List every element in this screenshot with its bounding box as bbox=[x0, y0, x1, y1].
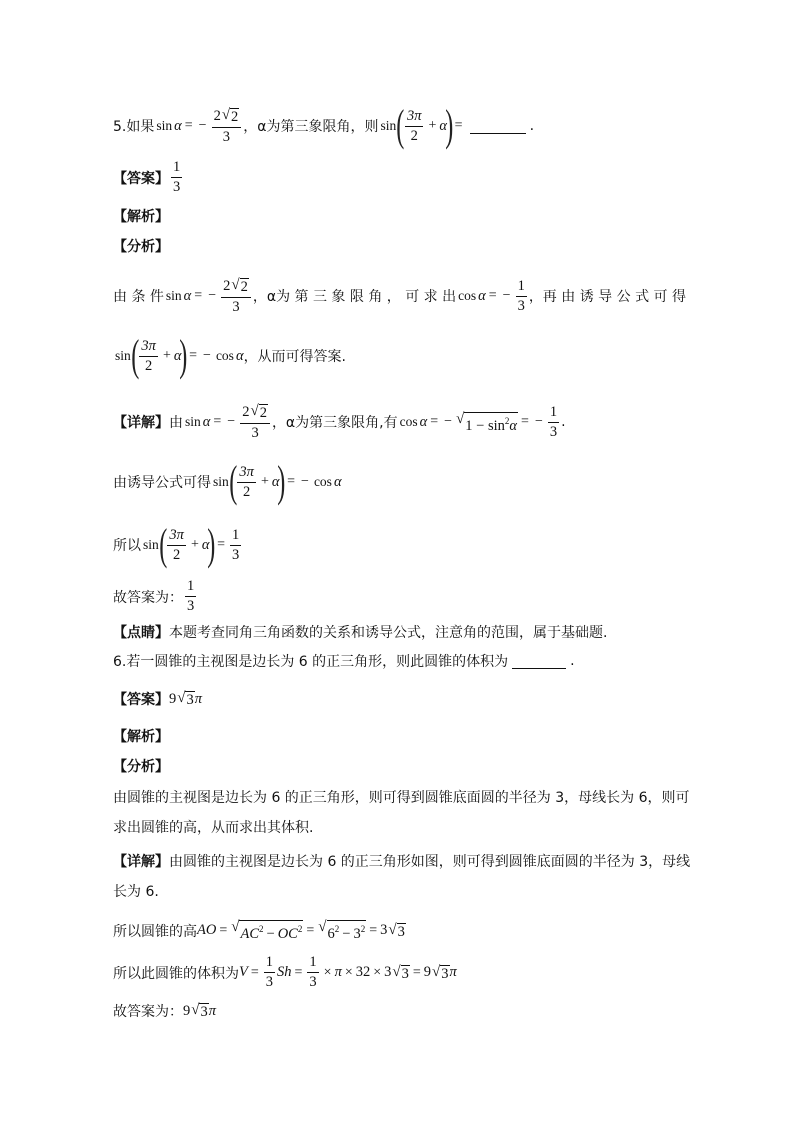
num-3: 3 bbox=[380, 922, 388, 938]
den-3: 3 bbox=[232, 546, 240, 563]
q5-final bbox=[113, 578, 198, 615]
q5-youdao: 由诱导公式可得 sin ( $\frac{3\pi}{2}$ + α ) = − cos α bbox=[113, 457, 342, 506]
detail-label: 【详解】 bbox=[113, 854, 169, 870]
answer-label: 【答案】 bbox=[113, 170, 169, 187]
analysis-condition: ，α为 第 三 象 限 角 ， 可 求 出 bbox=[252, 289, 457, 305]
q6-analysis-line1 bbox=[113, 787, 690, 807]
q5-analysis-line2: sin ( $\frac{3\pi}{2}$ + α ) = − cos α ，从而可得答案. bbox=[115, 331, 347, 380]
op-plus: + bbox=[260, 474, 269, 489]
op-times: × bbox=[373, 964, 382, 980]
op-times: × bbox=[323, 964, 332, 980]
q5-dianjing bbox=[113, 622, 607, 642]
q6-question: 6.若一圆锥的主视图是边长为 6 的正三角形，则此圆锥的体积为 bbox=[113, 654, 509, 670]
frac-2sqrt2-over-3: 2 √ 2 3 bbox=[212, 106, 242, 146]
num-1: 1 bbox=[230, 527, 241, 546]
num-9: 9 bbox=[183, 1002, 191, 1019]
answer-blank bbox=[512, 654, 566, 669]
q5-jiexi bbox=[113, 206, 169, 226]
num-3pi: 3π bbox=[237, 464, 256, 483]
fn-sin: sin bbox=[165, 288, 182, 303]
q5-prefix: 5.如果 bbox=[113, 119, 155, 135]
exp-2: 2 bbox=[363, 964, 371, 980]
detail-line1: 由圆锥的主视图是边长为 6 的正三角形如图，则可得到圆锥底面圆的半径为 3，母线 bbox=[169, 854, 691, 870]
q5-analysis-line1 bbox=[113, 276, 686, 316]
exp-2: 2 bbox=[334, 924, 340, 934]
fn-cos: cos bbox=[313, 474, 332, 489]
exp-2: 2 bbox=[504, 415, 510, 426]
detail-you: 由 bbox=[169, 415, 183, 431]
detail-line2: 长为 6. bbox=[113, 884, 159, 900]
op-eq: = bbox=[412, 964, 421, 980]
op-eq: = bbox=[488, 288, 497, 303]
frac-1-over-3 bbox=[230, 527, 241, 564]
num-2: 2 bbox=[242, 403, 250, 420]
op-minus: − bbox=[227, 414, 236, 429]
q6-analysis-line2 bbox=[113, 817, 313, 837]
q6-answer bbox=[113, 689, 202, 709]
answer-blank bbox=[470, 119, 526, 134]
frac-3pi-over-2 bbox=[139, 338, 158, 375]
radicand-3: 3 bbox=[200, 1004, 208, 1020]
num-1: 1 bbox=[171, 159, 182, 178]
den-2: 2 bbox=[243, 483, 251, 500]
den-2: 2 bbox=[145, 357, 153, 374]
dianjing-text: 本题考查同角三角函数的关系和诱导公式，注意角的范围，属于基础题. bbox=[169, 625, 608, 641]
op-minus: − bbox=[444, 414, 453, 429]
volume-prefix: 所以此圆锥的体积为 bbox=[113, 965, 239, 982]
one-minus-sin: 1 − sin bbox=[465, 417, 505, 434]
suoyi-text: 所以 bbox=[113, 538, 141, 554]
op-plus: + bbox=[428, 118, 437, 133]
var-alpha: α bbox=[202, 413, 211, 430]
q6-height bbox=[113, 918, 406, 943]
op-times: × bbox=[344, 964, 353, 980]
var-alpha: α bbox=[174, 117, 182, 134]
op-eq: = bbox=[294, 964, 303, 980]
height-prefix: 所以圆锥的高 bbox=[113, 923, 197, 940]
pi-symbol: π bbox=[449, 964, 457, 980]
frac-1-over-3 bbox=[185, 578, 196, 615]
op-eq: = bbox=[287, 474, 296, 489]
q6-detail-line1 bbox=[113, 851, 690, 871]
radicand-2: 2 bbox=[259, 405, 267, 421]
num-3: 3 bbox=[384, 964, 392, 980]
op-eq: = bbox=[250, 964, 259, 980]
op-minus: − bbox=[266, 926, 275, 942]
frac-1-over-3 bbox=[548, 404, 559, 441]
analysis-prefix: 由 条 件 bbox=[113, 289, 164, 305]
frac-1-over-3 bbox=[516, 278, 527, 315]
op-minus: − bbox=[198, 118, 207, 133]
den-3: 3 bbox=[265, 974, 274, 990]
q5-statement: 5.如果 sin α = − 2 √ 2 3 ，α为第三象限角，则 sin ( $\frac{3\pi}{2}$ + α ) = . bbox=[113, 101, 535, 150]
fn-cos: cos bbox=[215, 348, 234, 363]
dianjing-label: 【点睛】 bbox=[113, 625, 169, 641]
var-alpha: α bbox=[271, 473, 280, 490]
period: . bbox=[529, 118, 535, 134]
num-1: 1 bbox=[548, 404, 559, 423]
num-2: 2 bbox=[213, 107, 221, 124]
pi-symbol: π bbox=[194, 690, 202, 707]
sqrt-1-minus-sin2: √ $1 - \sin^2\alpha$ bbox=[456, 410, 518, 434]
var-V: V bbox=[239, 964, 248, 980]
exp-2: 2 bbox=[297, 924, 303, 934]
op-eq: = bbox=[369, 922, 378, 938]
var-alpha: α bbox=[439, 117, 447, 134]
sqrt-3: √ 3 bbox=[392, 963, 409, 982]
op-minus: − bbox=[208, 288, 217, 303]
q5-suoyi: 所以 sin ( $\frac{3\pi}{2}$ + α ) = $\frac{1}{3}$ bbox=[113, 520, 240, 569]
op-eq: = bbox=[184, 118, 193, 133]
den-3: 3 bbox=[309, 974, 317, 990]
num-3: 3 bbox=[355, 964, 363, 980]
fn-sin: sin bbox=[380, 118, 397, 133]
answer-label: 【答案】 bbox=[113, 692, 169, 708]
den-3: 3 bbox=[251, 425, 259, 441]
frac-2sqrt2-over-3: 2 √ 2 3 bbox=[240, 402, 270, 442]
ans-coef: 9 bbox=[169, 690, 177, 707]
pi-symbol: π bbox=[334, 964, 342, 980]
op-minus: − bbox=[301, 474, 309, 489]
den-2: 2 bbox=[173, 546, 181, 563]
var-AC: AC bbox=[240, 926, 260, 942]
jiexi-label: 【解析】 bbox=[113, 209, 169, 225]
radicand-3: 3 bbox=[397, 923, 405, 940]
var-Sh: Sh bbox=[277, 964, 292, 980]
op-eq: = bbox=[430, 414, 439, 429]
op-minus: − bbox=[342, 926, 351, 942]
q5-answer bbox=[113, 159, 184, 196]
var-AO: AO bbox=[197, 922, 217, 938]
radicand-3: 3 bbox=[186, 692, 194, 708]
var-alpha: α bbox=[201, 536, 210, 553]
exp-2: 2 bbox=[259, 924, 264, 934]
num-3pi: 3π bbox=[405, 108, 424, 127]
frac-3pi-over-2 bbox=[167, 527, 186, 564]
op-eq: = bbox=[219, 922, 228, 938]
var-alpha: α bbox=[183, 287, 192, 304]
fn-sin: sin bbox=[115, 348, 131, 363]
analysis-line2: 求出圆锥的高，从而求出其体积. bbox=[113, 820, 314, 836]
fn-sin: sin bbox=[156, 118, 173, 133]
guda-text: 故答案为： bbox=[113, 589, 183, 606]
period: . bbox=[570, 653, 575, 669]
num-3pi: 3π bbox=[167, 527, 186, 546]
radicand-2: 2 bbox=[231, 109, 239, 125]
var-alpha: α bbox=[333, 473, 342, 490]
detail-label: 【详解】 bbox=[113, 415, 169, 431]
youdao-text: 由诱导公式可得 bbox=[113, 475, 211, 491]
exp-2: 2 bbox=[360, 924, 366, 934]
var-alpha: α bbox=[173, 347, 182, 364]
q6-statement bbox=[113, 651, 575, 671]
num-1: 1 bbox=[264, 954, 275, 973]
fn-cos: cos bbox=[399, 414, 418, 429]
var-alpha: α bbox=[235, 347, 244, 364]
sqrt-ac2-oc2: √ $AC^2 - OC^2$ bbox=[231, 919, 303, 942]
den-3: 3 bbox=[173, 179, 181, 195]
analysis-line1: 由圆锥的主视图是边长为 6 的正三角形，则可得到圆锥底面圆的半径为 3，母线长为 6，则可 bbox=[113, 790, 690, 806]
q5-condition: ，α为第三象限角，则 bbox=[243, 119, 379, 135]
sqrt-62-32: √ $6^2 - 3^2$ bbox=[318, 919, 366, 942]
q6-fenxi bbox=[113, 756, 169, 776]
answer-frac bbox=[171, 159, 182, 196]
den-3: 3 bbox=[549, 423, 558, 440]
num-9: 9 bbox=[423, 964, 432, 980]
op-minus: − bbox=[502, 288, 511, 303]
q5-fenxi bbox=[113, 236, 169, 256]
op-eq: = bbox=[306, 922, 315, 938]
pi-symbol: π bbox=[208, 1002, 216, 1019]
sqrt-3: √ 3 bbox=[388, 921, 405, 940]
jiexi-label: 【解析】 bbox=[113, 729, 169, 745]
op-minus: − bbox=[534, 414, 543, 429]
q6-jiexi bbox=[113, 726, 169, 746]
op-plus: + bbox=[190, 537, 199, 552]
frac-2sqrt2-over-3: 2 √ 2 3 bbox=[221, 276, 251, 316]
fenxi-label: 【分析】 bbox=[113, 759, 169, 775]
fenxi-label: 【分析】 bbox=[113, 239, 169, 255]
op-eq: = bbox=[189, 348, 198, 363]
radicand-3: 3 bbox=[401, 965, 409, 982]
frac-1-over-3 bbox=[307, 954, 318, 991]
num-1: 1 bbox=[516, 278, 527, 297]
fn-sin: sin bbox=[143, 537, 159, 552]
guda-text: 故答案为： bbox=[113, 1004, 183, 1020]
detail-condition: ，α为第三象限角,有 bbox=[271, 415, 398, 431]
num-1: 1 bbox=[307, 954, 318, 973]
analysis2-suffix: ，从而可得答案. bbox=[243, 349, 347, 365]
den-3: 3 bbox=[187, 598, 195, 614]
den-3: 3 bbox=[222, 129, 231, 145]
var-alpha: α bbox=[478, 287, 486, 304]
den-3: 3 bbox=[232, 299, 240, 315]
op-eq: = bbox=[217, 537, 226, 552]
frac-3pi-over-2 bbox=[405, 108, 424, 145]
num-6: 6 bbox=[327, 926, 335, 942]
den-3: 3 bbox=[517, 297, 525, 314]
num-3pi: 3π bbox=[139, 338, 158, 357]
radicand-2: 2 bbox=[240, 279, 248, 295]
fn-sin: sin bbox=[185, 414, 201, 429]
op-eq: = bbox=[521, 414, 529, 429]
period: . bbox=[561, 414, 566, 430]
q6-volume bbox=[113, 954, 457, 991]
frac-1-over-3 bbox=[264, 954, 275, 991]
var-alpha: α bbox=[509, 417, 518, 434]
fn-sin: sin bbox=[213, 474, 229, 489]
num-1: 1 bbox=[185, 578, 196, 597]
num-2: 2 bbox=[223, 277, 231, 294]
op-plus: + bbox=[162, 348, 171, 363]
op-minus: − bbox=[203, 348, 211, 363]
q5-detail bbox=[113, 402, 566, 442]
op-eq: = bbox=[213, 414, 222, 429]
op-eq: = bbox=[194, 288, 203, 303]
sqrt-3: √ 3 bbox=[177, 690, 194, 708]
sqrt-3: √ 3 bbox=[432, 963, 449, 982]
q6-detail-line2 bbox=[113, 881, 159, 901]
op-eq: = bbox=[454, 118, 463, 133]
fn-cos: cos bbox=[458, 288, 477, 303]
analysis-suffix: ，再 由 诱 导 公 式 可 得 bbox=[528, 289, 686, 305]
var-alpha: α bbox=[419, 413, 428, 430]
den-2: 2 bbox=[410, 127, 418, 144]
radicand-3: 3 bbox=[441, 965, 449, 982]
frac-3pi-over-2 bbox=[237, 464, 256, 501]
num-3: 3 bbox=[353, 926, 361, 942]
q6-final bbox=[113, 1001, 216, 1021]
sqrt-3: √ 3 bbox=[191, 1002, 208, 1020]
var-OC: OC bbox=[277, 926, 298, 942]
